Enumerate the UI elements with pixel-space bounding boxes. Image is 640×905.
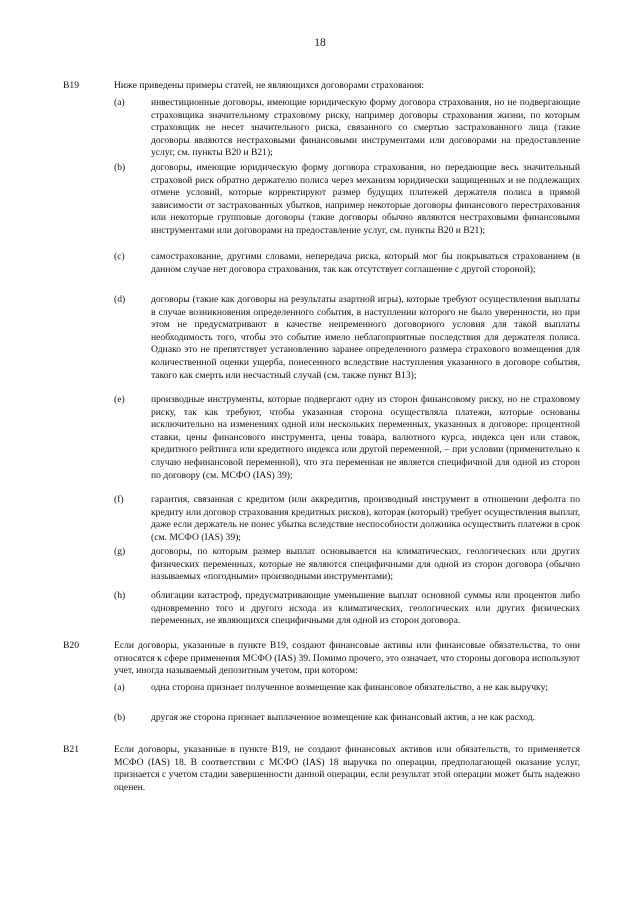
paragraph-b20-intro: Если договоры, указанные в пункте B19, создают финансовые активы или финансовые обязательства, то они относятся к сфере применения МСФО (IAS) 39. Помимо прочего, это означает, что стороны договора используют учет, иногда называемый депозитным учетом, при котором: <box>114 640 580 677</box>
list-item-text: другая же сторона признает выплаченное возмещение как финансовый актив, а не как расход. <box>151 712 536 723</box>
list-item-text: договоры, по которым размер выплат основывается на климатических, геологических или других физических переменных, которые не являются специфичными для одной из сторон договора (обычно называемых «погодными» производными инструментами); <box>151 546 580 583</box>
paragraph-b19-intro: Ниже приведены примеры статей, не являющихся договорами страхования: <box>114 80 425 91</box>
list-item-letter: (h) <box>114 590 126 601</box>
list-item-text: одна сторона признает полученное возмещение как финансовое обязательство, а не как выручку; <box>151 682 548 693</box>
list-item-letter: (b) <box>114 712 126 723</box>
list-item-text: инвестиционные договоры, имеющие юридическую форму договора страхования, но не подвергающие страховщика значительному страховому риску, например договоры страхования жизни, по которым страховщик не несет значительного риска, связанного со смертью застрахованного лица (такие договоры являются нестраховыми финансовыми инструментами или договорами на предоставление услуг, см. пункты B20 и B21); <box>151 97 580 159</box>
paragraph-number-b20: B20 <box>63 640 79 651</box>
page-number: 18 <box>314 37 326 49</box>
list-item-letter: (g) <box>114 546 126 557</box>
paragraph-number-b21: B21 <box>63 744 79 755</box>
list-item-text: облигации катастроф, предусматривающие уменьшение выплат основной суммы или процентов либо одновременно того и другого исхода из климатических, геологических или других физических переменных, не являющихся специфичными для одной из сторон договора. <box>151 590 580 627</box>
list-item-letter: (b) <box>114 162 126 173</box>
list-item-letter: (d) <box>114 294 126 305</box>
list-item-text: производные инструменты, которые подвергают одну из сторон финансовому риску, но не страховому риску, так как требуют, чтобы указанная сторона осуществляла платежи, которые основаны исключительно на изменениях одной или нескольких переменных, указанных в договоре: процентной ставки, цены финансового инструмента, цены товара, валютного курса, индекса цен или ставок, кредитного рейтинга или кредитного индекса или другой переменной, – при условии (применительно к случаю нефинансовой переменной), что эта переменная не является специфичной для одной из сторон по договору (см. МСФО (IAS) 39); <box>151 394 580 481</box>
list-item-letter: (f) <box>114 494 124 505</box>
paragraph-b21-text: Если договоры, указанные в пункте B19, не создают финансовых активов или обязательств, то применяется МСФО (IAS) 18. В соответствии с МСФО (IAS) 18 выручка по операции, предполагающей оказание услуг, признается с учетом стадии завершенности данной операции, если результат этой операции может быть надежно оценен. <box>114 744 580 793</box>
list-item-text: договоры, имеющие юридическую форму договора страхования, но передающие весь значительный страховой риск обратно держателю полиса через механизм юридически защищенных и не подлежащих отмене условий, которые корректируют размер будущих платежей держателя полиса в прямой зависимости от застрахованных убытков, например некоторые договоры финансового перестрахования или некоторые групповые договоры (такие договоры обычно являются нестраховыми финансовыми инструментами или договорами на предоставление услуг, см. пункты B20 и B21); <box>151 162 580 236</box>
list-item-letter: (a) <box>114 97 125 108</box>
list-item-letter: (e) <box>114 394 125 405</box>
list-item-text: гарантия, связанная с кредитом (или аккредитив, производный инструмент в отношении дефолта по кредиту или договор страхования кредитных рисков), которая (который) требует осуществления выплат, даже если держатель не понес убытка вследствие неспособности должника осуществить платежи в срок (см. МСФО (IAS) 39); <box>151 494 580 543</box>
list-item-text: договоры (такие как договоры на результаты азартной игры), которые требуют осуществления выплаты в случае возникновения определенного события, в наступлении которого не было уверенности, но при этом не предусматривают в качестве непременного договорного условия для такой выплаты необходимость того, чтобы это событие имело неблагоприятные последствия для держателя полиса. Однако это не препятствует установлению заранее определенного размера страхового возмещения для количественной оценки ущерба, понесенного вследствие наступления указанного в договоре события, такого как смерть или несчастный случай (см. также пункт B13); <box>151 294 580 381</box>
list-item-letter: (a) <box>114 682 125 693</box>
list-item-text: самострахование, другими словами, непередача риска, который мог бы покрываться страхованием (в данном случае нет договора страхования, так как отсутствует соглашение с другой стороной); <box>151 251 580 275</box>
list-item-letter: (c) <box>114 251 125 262</box>
paragraph-number-b19: B19 <box>63 80 79 91</box>
